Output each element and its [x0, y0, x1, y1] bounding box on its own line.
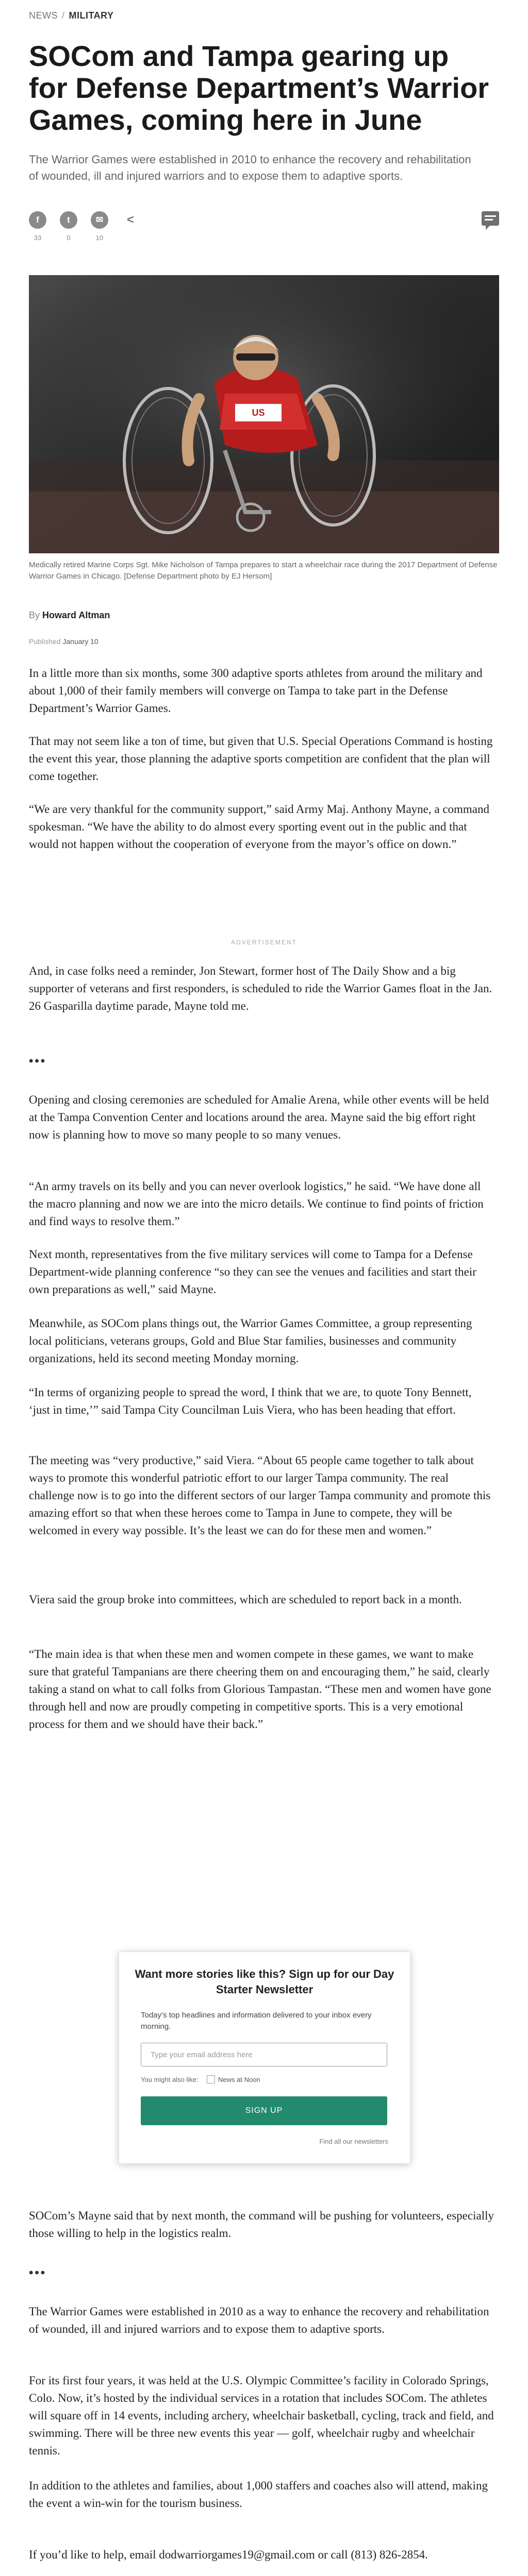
- article-paragraph: “The main idea is that when these men and women compete in these games, we want to make sure that grateful Tampanians are there cheering them on and encouraging them,” he said, clearly taking a stand on what to call folks from Glorious Tampastan. “These men and women have gone through hell and now are proudly competing in competitive sports. This is a very emotional process for them and we should have their back.”: [29, 1648, 491, 1731]
- article-paragraph: In addition to the athletes and families, about 1,000 staffers and coaches also will attend, making the event a win-win for the tourism business.: [29, 2479, 488, 2510]
- twitter-icon[interactable]: t: [60, 211, 77, 229]
- breadcrumb-home-link[interactable]: NEWS: [29, 10, 58, 21]
- article-paragraph: Meanwhile, as SOCom plans things out, the Warrior Games Committee, a group representing local politicians, veterans groups, Gold and Blue Star families, businesses and community organizations, held its second meeting Monday morning.: [29, 1317, 472, 1365]
- photo-caption: Medically retired Marine Corps Sgt. Mike Nicholson of Tampa prepares to start a wheelchair race during the 2017 Department of Defense Warrior Games in Chicago. [Defense Department photo by EJ Hersom]: [29, 561, 498, 581]
- share-icon[interactable]: <: [126, 213, 134, 227]
- news-at-noon-checkbox[interactable]: [207, 2075, 215, 2083]
- comments-icon[interactable]: [482, 211, 499, 226]
- section-divider: •••: [29, 1054, 47, 1068]
- advertisement-label: ADVERTISEMENT: [231, 939, 297, 946]
- article-paragraph: Opening and closing ceremonies are scheduled for Amalie Arena, while other events will be held at the Tampa Convention Center and locations around the area. Mayne said the big effort right now is planning how to move so many people to so many venues.: [29, 1093, 489, 1141]
- newsletter-signup-button[interactable]: SIGN UP: [141, 2096, 387, 2125]
- article-paragraph: “In terms of organizing people to spread the word, I think that we are, to quote Tony Bennett, ‘just in time,’” said Tampa City Councilman Luis Viera, who has been heading that effort.: [29, 1386, 472, 1416]
- share-bar: [29, 211, 499, 247]
- published-date: [29, 637, 98, 646]
- newsletter-title: Want more stories like this? Sign up for our Day Starter Newsletter: [135, 1968, 394, 1996]
- article-paragraph: Viera said the group broke into committees, which are scheduled to report back in a month.: [29, 1593, 462, 1606]
- facebook-share-count: 33: [34, 234, 42, 242]
- published-label: Published: [29, 637, 61, 646]
- facebook-icon[interactable]: f: [29, 211, 46, 229]
- breadcrumb-section-link[interactable]: MILITARY: [69, 10, 114, 21]
- wheelchair-athlete-photo: [29, 275, 499, 553]
- published-date-value: January 10: [62, 637, 98, 646]
- article-paragraph: That may not seem like a ton of time, but given that U.S. Special Operations Command is hosting the event this year, those planning the adaptive sports competition are confident that the plan will come together.: [29, 735, 493, 783]
- article-paragraph: “We are very thankful for the community support,” said Army Maj. Anthony Mayne, a command spokesman. “We have the ability to do almost every sporting event out in the public and that would not happen without the cooperation of everyone from the mayor’s office on down.”: [29, 803, 490, 851]
- article-paragraph: The meeting was “very productive,” said Viera. “About 65 people came together to talk about ways to promote this wonderful patriotic effort to our larger Tampa community. The real challenge now is to go into the different sectors of our larger Tampa community and promote this amazing effort so that when these heroes come to Tampa in June to compete, they will be welcomed in every way possible. It’s the least we can do for these men and women.”: [29, 1454, 491, 1537]
- article-paragraph: SOCom’s Mayne said that by next month, the command will be pushing for volunteers, especially those willing to help in the logistics realm.: [29, 2209, 494, 2240]
- article-paragraph: The Warrior Games were established in 2010 as a way to enhance the recovery and rehabilitation of wounded, ill and injured warriors and to expose them to adaptive sports.: [29, 2305, 489, 2335]
- newsletter-also-like-label: You might also like:: [141, 2076, 199, 2083]
- author-link[interactable]: Howard Altman: [42, 610, 110, 620]
- article-paragraph: “An army travels on its belly and you can never overlook logistics,” he said. “We have done all the macro planning and now we are into the micro details. We continue to find points of friction and find ways to resolve them.”: [29, 1180, 484, 1228]
- article-paragraph: For its first four years, it was held at the U.S. Olympic Committee’s facility in Colorado Springs, Colo. Now, it’s hosted by the individual services in a rotation that includes SOCom. The athletes will square off in 14 events, including archery, wheelchair basketball, cycling, track and field, and swimming. There will be three new events this year — golf, wheelchair rugby and wheelchair tennis.: [29, 2374, 494, 2457]
- news-at-noon-label: News at Noon: [218, 2076, 260, 2083]
- article-paragraph: If you’d like to help, email dodwarriorgames19@gmail.com or call (813) 826-2854.: [29, 2548, 428, 2561]
- article-dek: The Warrior Games were established in 2010 to enhance the recovery and rehabilitation of wounded, ill and injured warriors and to expose them to adaptive sports.: [29, 153, 471, 182]
- all-newsletters-link[interactable]: Find all our newsletters: [319, 2138, 388, 2145]
- lead-photo: [29, 275, 499, 553]
- byline: [29, 610, 110, 621]
- article-paragraph: And, in case folks need a reminder, Jon Stewart, former host of The Daily Show and a big supporter of veterans and first responders, is scheduled to ride the Warrior Games float in the Jan. 26 Gasparilla daytime parade, Mayne told me.: [29, 964, 492, 1012]
- svg-text:US: US: [252, 408, 265, 418]
- breadcrumb-separator: /: [62, 10, 65, 21]
- newsletter-signup: [119, 1952, 410, 2164]
- email-icon[interactable]: ✉: [91, 211, 108, 229]
- byline-prefix: By: [29, 610, 40, 620]
- page-title: SOCom and Tampa gearing up for Defense Department’s Warrior Games, coming here in June: [29, 40, 489, 136]
- article-paragraph: Next month, representatives from the five military services will come to Tampa for a Defense Department-wide planning conference “so they can see the venues and facilities and start their own preparations as well,” said Mayne.: [29, 1248, 476, 1296]
- newsletter-description: Today’s top headlines and information delivered to your inbox every morning.: [141, 2011, 372, 2031]
- section-divider: •••: [29, 2266, 47, 2280]
- breadcrumb: [29, 10, 114, 21]
- twitter-share-count: 0: [67, 234, 71, 242]
- article-paragraph: In a little more than six months, some 300 adaptive sports athletes from around the military and about 1,000 of their family members will converge on Tampa to take part in the Defense Department’s Warrior Games.: [29, 667, 483, 715]
- email-share-count: 10: [95, 234, 104, 242]
- newsletter-email-input[interactable]: [141, 2043, 387, 2066]
